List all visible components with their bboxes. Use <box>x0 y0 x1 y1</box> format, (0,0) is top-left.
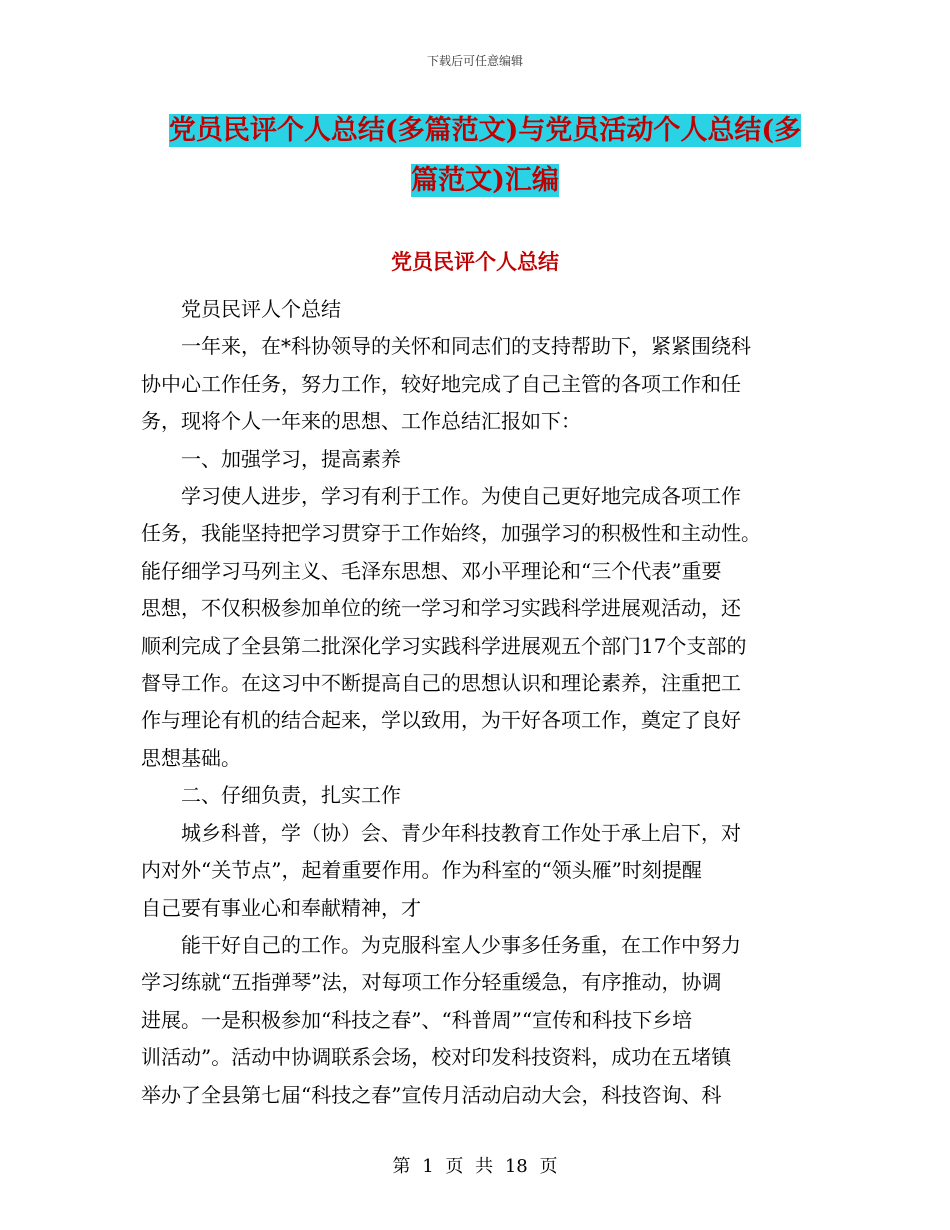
document-title-line-1: 党员民评个人总结(多篇范文)与党员活动个人总结(多 <box>168 115 802 146</box>
document-title <box>140 106 830 206</box>
body-line: 学习使人进步，学习有利于工作。为使自己更好地完成各项工作 <box>181 484 741 509</box>
body-line: 能干好自己的工作。为克服科室人少事多任务重，在工作中努力 <box>181 932 741 957</box>
body-line: 自己要有事业心和奉献精神，才 <box>141 895 421 920</box>
body-line: 协中心工作任务，努力工作，较好地完成了自己主管的各项工作和任 <box>141 371 741 396</box>
body-line: 务，现将个人一年来的思想、工作总结汇报如下： <box>141 409 581 434</box>
body-line: 一、加强学习，提高素养 <box>181 446 401 471</box>
body-line: 顺利完成了全县第二批深化学习实践科学进展观五个部门17个支部的 <box>141 633 747 658</box>
header-note: 下载后可任意编辑 <box>426 54 523 68</box>
body-line: 思想基础。 <box>141 745 241 770</box>
body-line: 学习练就“五指弹琴”法，对每项工作分轻重缓急，有序推动，协调 <box>141 970 722 995</box>
body-line: 进展。一是积极参加“科技之春”、“科普周”“宣传和科技下乡培 <box>141 1007 693 1032</box>
body-line: 二、仔细负责，扎实工作 <box>181 783 401 808</box>
body-line: 党员民评人个总结 <box>181 297 341 321</box>
body-line: 训活动”。活动中协调联系会场，校对印发科技资料，成功在五堵镇 <box>141 1045 732 1070</box>
body-line: 任务，我能坚持把学习贯穿于工作始终，加强学习的积极性和主动性。 <box>141 521 761 546</box>
body-line: 作与理论有机的结合起来，学以致用，为干好各项工作，奠定了良好 <box>141 708 741 733</box>
body-line: 举办了全县第七届“科技之春”宣传月活动启动大会，科技咨询、科 <box>141 1082 722 1107</box>
body-line: 一年来，在*科协领导的关怀和同志们的支持帮助下，紧紧围绕科 <box>181 334 751 359</box>
body-line: 思想，不仅积极参加单位的统一学习和学习实践科学进展观活动，还 <box>141 596 741 621</box>
body-line: 能仔细学习马列主义、毛泽东思想、邓小平理论和“三个代表”重要 <box>141 558 722 583</box>
page-number-footer: 第 1 页 共 18 页 <box>392 1156 558 1177</box>
document-title-line-2: 篇范文)汇编 <box>411 165 559 196</box>
body-line: 督导工作。在这习中不断提高自己的思想认识和理论素养，注重把工 <box>141 671 741 696</box>
section-title: 党员民评个人总结 <box>391 249 559 274</box>
document-body <box>141 291 809 1114</box>
body-line: 城乡科普，学（协）会、青少年科技教育工作处于承上启下，对 <box>181 820 741 845</box>
body-line: 内对外“关节点”，起着重要作用。作为科室的“领头雁”时刻提醒 <box>141 858 702 883</box>
